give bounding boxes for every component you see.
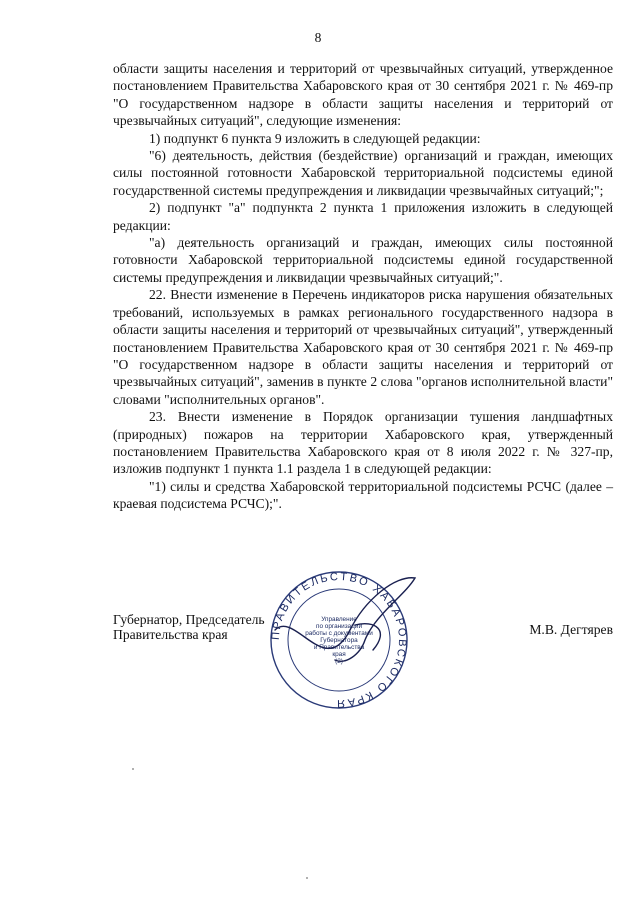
svg-text:Управление: Управление [321, 616, 357, 623]
paragraph: 23. Внести изменение в Порядок организации тушения ландшафтных (природных) пожаров на территории Хабаровского края, утвержденный постановлением Правительства Хабаровского края от 8 июля 2022 г. № 327-пр, изложив подпункт 1 пункта 1.1 раздела 1 в следующей редакции: [113, 409, 613, 477]
seal-ring-text: ПРАВИТЕЛЬСТВО ХАБАРОВСКОГО КРАЯ [269, 570, 409, 710]
svg-text:и Правительства: и Правительства [313, 644, 365, 651]
page-number: 8 [314, 30, 322, 45]
scan-speck [306, 877, 308, 879]
svg-text:края: края [332, 651, 346, 658]
official-seal [255, 570, 425, 710]
paragraph: "6) деятельность, действия (бездействие) организаций и граждан, имеющих силы постоянной готовности Хабаровской территориальной подсистемы единой государственной системы предупреждения и ликвидации чрезвычайных ситуаций;"; [113, 148, 613, 198]
paragraph: 22. Внести изменение в Перечень индикаторов риска нарушения обязательных требований, используемых в рамках регионального государственного надзора в области защиты населения и территорий от чрезвычайных ситуаций", утвержденный постановлением Правительства Хабаровского края от 30 сентября 2021 г. № 469-пр "О государственном надзоре в области защиты населения и территорий от чрезвычайных ситуаций", заменив в пункте 2 слова "органов исполнительной власти" словами "исполнительных органов". [113, 287, 613, 407]
paragraph: 2) подпункт "а" подпункта 2 пункта 1 приложения изложить в следующей редакции: [113, 200, 613, 233]
svg-text:по организации: по организации [315, 623, 363, 630]
svg-text:Губернатора: Губернатора [320, 637, 358, 644]
scan-speck [132, 768, 134, 770]
signatory-name: М.В. Дегтярев [529, 622, 613, 637]
paragraph: 1) подпункт 6 пункта 9 изложить в следующей редакции: [149, 130, 481, 146]
svg-text:работы с документами: работы с документами [305, 630, 373, 637]
svg-text:(2): (2) [335, 658, 343, 665]
paragraph: "а) деятельность организаций и граждан, имеющих силы постоянной готовности Хабаровской территориальной подсистемы единой государственной системы предупреждения и ликвидации чрезвычайных ситуаций;". [113, 235, 613, 285]
signatory-title-line: Губернатор, Председатель [113, 612, 265, 627]
signatory-title-line: Правительства края [113, 627, 228, 642]
paragraph: "1) силы и средства Хабаровской территориальной подсистемы РСЧС (далее – краевая подсистема РСЧС);". [113, 478, 613, 512]
paragraph: области защиты населения и территорий от чрезвычайных ситуаций, утвержденное постановлением Правительства Хабаровского края от 30 сентября 2021 г. № 469-пр "О государственном надзоре в области защиты населения и территорий от чрезвычайных ситуаций", следующие изменения: [113, 61, 613, 129]
document-body [113, 60, 613, 513]
